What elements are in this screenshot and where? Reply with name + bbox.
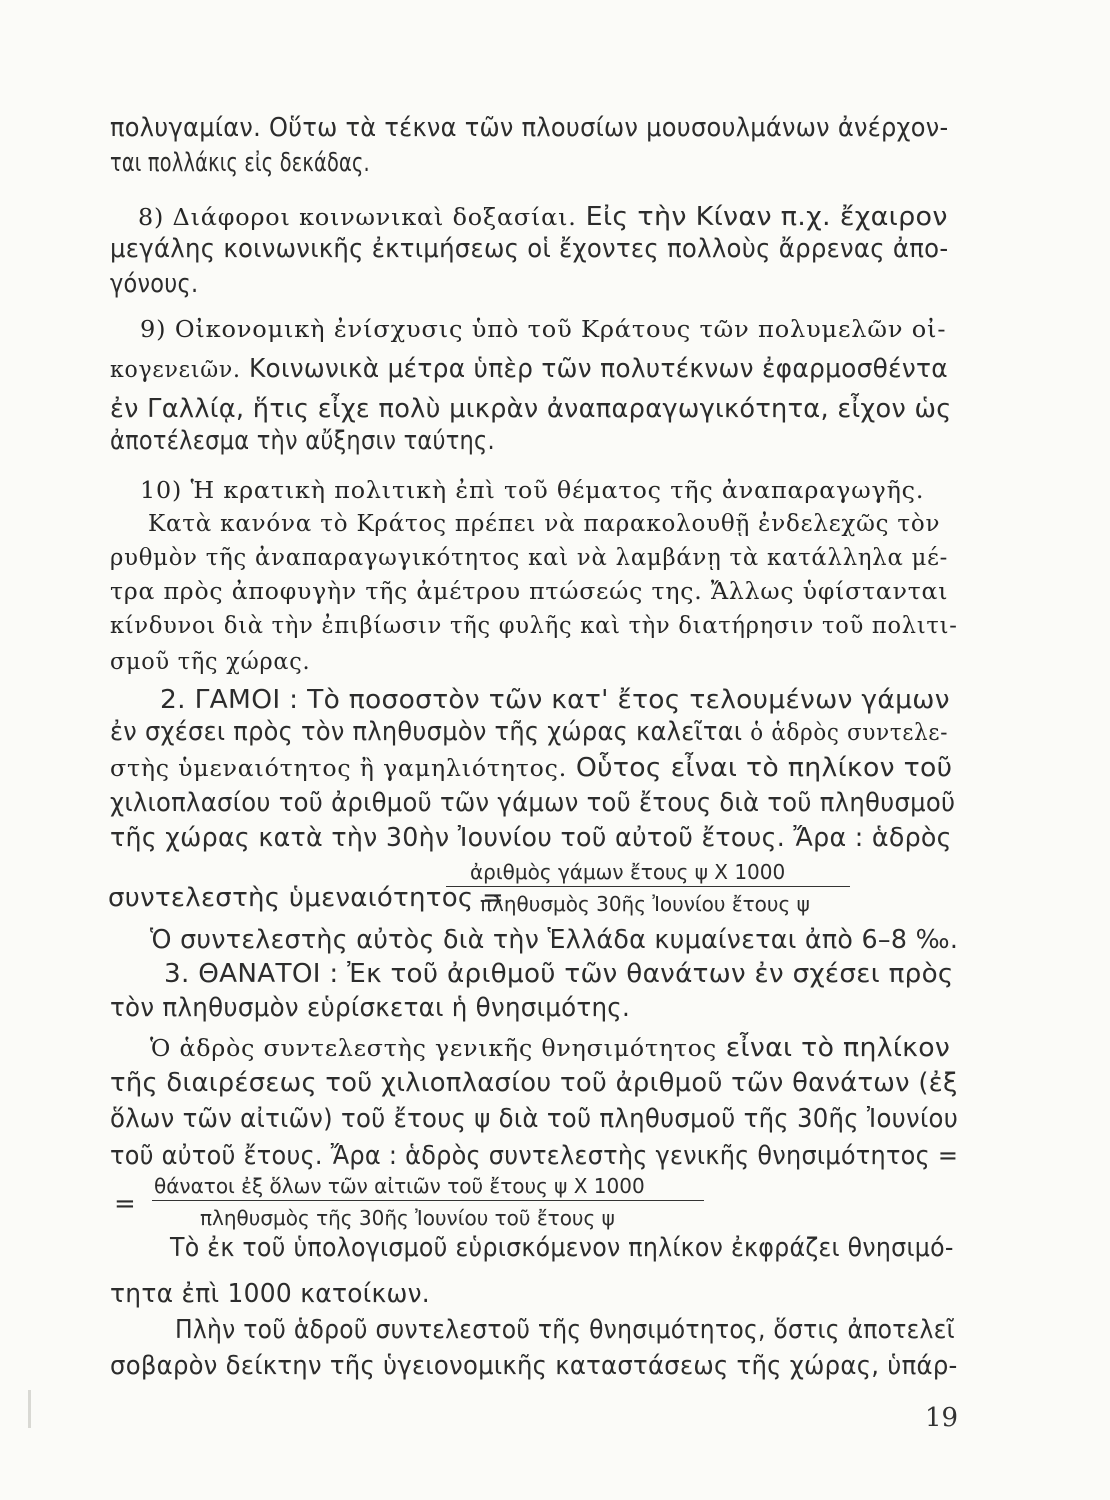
- text-line: [138, 201, 948, 234]
- formula-numerator: θάνατοι ἐξ ὅλων τῶν αἰτιῶν τοῦ ἔτους ψ Χ 1000: [154, 1174, 645, 1198]
- text-line: μεγάλης κοινωνικῆς ἐκτιμήσεως οἱ ἔχοντες πολλοὺς ἄρρενας ἀπο-: [110, 234, 949, 264]
- formula-lhs: =: [114, 1189, 137, 1219]
- fraction-bar: [152, 1200, 704, 1201]
- formula-numerator: ἀριθμὸς γάμων ἔτους ψ Χ 1000: [470, 860, 786, 884]
- line-text: ἐν σχέσει πρὸς τὸν πληθυσμὸν τῆς χώρας καλεῖται: [110, 717, 751, 747]
- emphasis-text: κογενειῶν.: [110, 357, 241, 383]
- text-line: Ὁ συντελεστὴς αὐτὸς διὰ τὴν Ἑλλάδα κυμαίνεται ἀπὸ 6–8 ‰.: [150, 925, 959, 955]
- emphasis-text: τρα πρὸς ἀποφυγὴν τῆς ἀμέτρου πτώσεώς της. Ἄλλως ὑφίστανται: [110, 579, 949, 605]
- text-line: τῆς διαιρέσεως τοῦ χιλιοπλασίου τοῦ ἀριθμοῦ τῶν θανάτων (ἐξ: [110, 1068, 958, 1098]
- text-line: Τὸ ἐκ τοῦ ὑπολογισμοῦ εὑρισκόμενον πηλίκον ἐκφράζει θνησιμό-: [170, 1233, 954, 1263]
- text-line: τὸν πληθυσμὸν εὑρίσκεται ἡ θνησιμότης.: [110, 993, 631, 1023]
- line-text: Εἰς τὴν Κίναν π.χ. ἔχαιρον: [576, 202, 948, 232]
- text-line: [140, 474, 924, 507]
- emphasis-text: κίνδυνοι διὰ τὴν ἐπιβίωσιν τῆς φυλῆς καὶ τὴν διατήρησιν τοῦ πολιτι-: [110, 613, 958, 639]
- text-line: 3. ΘΑΝΑΤΟΙ : Ἐκ τοῦ ἀριθμοῦ τῶν θανάτων ἐν σχέσει πρὸς: [164, 959, 954, 989]
- text-line: ἀποτέλεσμα τὴν αὔξησιν ταύτης.: [110, 426, 495, 456]
- emphasis-text: 9) Οἰκονομικὴ ἐνίσχυσις ὑπὸ τοῦ Κράτους τῶν πολυμελῶν οἰ-: [140, 317, 947, 343]
- text-line: [110, 645, 310, 678]
- text-line: [140, 313, 946, 346]
- emphasis-text: σμοῦ τῆς χώρας.: [110, 649, 311, 675]
- text-line: τῆς χώρας κατὰ τὴν 30ὴν Ἰουνίου τοῦ αὐτοῦ ἔτους. Ἄρα : ἁδρὸς: [110, 823, 952, 853]
- emphasis-text: Κατὰ κανόνα τὸ Κράτος πρέπει νὰ παρακολουθῇ ἐνδελεχῶς τὸν: [148, 511, 941, 537]
- text-line: ὅλων τῶν αἰτιῶν) τοῦ ἔτους ψ διὰ τοῦ πληθυσμοῦ τῆς 30ῆς Ἰουνίου: [110, 1104, 959, 1134]
- text-line: ἐν Γαλλίᾳ, ἥτις εἶχε πολὺ μικρὰν ἀναπαραγωγικότητα, εἶχον ὡς: [110, 394, 952, 424]
- fraction-bar: [446, 886, 850, 887]
- scan-edge-mark: [28, 1390, 31, 1428]
- text-line: πολυγαμίαν. Οὕτω τὰ τέκνα τῶν πλουσίων μουσουλμάνων ἀνέρχον-: [110, 113, 949, 143]
- page-number: 19: [925, 1403, 959, 1433]
- text-line: [110, 353, 948, 386]
- emphasis-text: στὴς ὑμεναιότητος ἢ γαμηλιότητος.: [110, 756, 568, 782]
- text-line: τοῦ αὐτοῦ ἔτους. Ἄρα : ἁδρὸς συντελεστὴς γενικῆς θνησιμότητος =: [110, 1141, 959, 1171]
- text-line: [148, 507, 940, 540]
- emphasis-text: ρυθμὸν τῆς ἀναπαραγωγικότητος καὶ νὰ λαμβάνῃ τὰ κατάλληλα μέ-: [110, 545, 949, 571]
- line-text: εἶναι τὸ πηλίκον: [716, 1033, 951, 1063]
- text-line: 2. ΓΑΜΟΙ : Τὸ ποσοστὸν τῶν κατ' ἔτος τελουμένων γάμων: [160, 685, 950, 715]
- emphasis-text: ὁ ἁδρὸς συντελε-: [750, 720, 949, 746]
- text-line: [110, 609, 958, 642]
- formula-denominator: πληθυσμὸς τῆς 30ῆς Ἰουνίου τοῦ ἔτους ψ: [200, 1206, 615, 1230]
- text-line: σοβαρὸν δείκτην τῆς ὑγειονομικῆς καταστάσεως τῆς χώρας, ὑπάρ-: [110, 1351, 958, 1381]
- text-line: [110, 716, 948, 749]
- text-line: [110, 575, 948, 608]
- text-line: [110, 752, 952, 785]
- text-line: [110, 541, 948, 574]
- formula-lhs: συντελεστὴς ὑμεναιότητος =: [108, 883, 505, 913]
- text-line: χιλιοπλασίου τοῦ ἀριθμοῦ τῶν γάμων τοῦ ἔτους διὰ τοῦ πληθυσμοῦ: [110, 788, 956, 818]
- emphasis-text: 8) Διάφοροι κοινωνικαὶ δοξασίαι.: [138, 205, 577, 231]
- text-line: τητα ἐπὶ 1000 κατοίκων.: [110, 1279, 431, 1309]
- text-line: ται πολλάκις εἰς δεκάδας.: [110, 148, 370, 178]
- formula-denominator: πληθυσμὸς 30ῆς Ἰουνίου ἔτους ψ: [480, 892, 810, 916]
- line-text: Κοινωνικὰ μέτρα ὑπὲρ τῶν πολυτέκνων ἐφαρμοσθέντα: [240, 354, 948, 384]
- emphasis-text: 10) Ἡ κρατικὴ πολιτικὴ ἐπὶ τοῦ θέματος τῆς ἀναπαραγωγῆς.: [140, 478, 925, 504]
- line-text: Οὗτος εἶναι τὸ πηλίκον τοῦ: [567, 753, 953, 783]
- text-line: Πλὴν τοῦ ἁδροῦ συντελεστοῦ τῆς θνησιμότητος, ὅστις ἀποτελεῖ: [175, 1315, 955, 1345]
- text-line: γόνους.: [110, 269, 199, 299]
- emphasis-text: Ὁ ἁδρὸς συντελεστὴς γενικῆς θνησιμότητος: [150, 1036, 717, 1062]
- text-line: [150, 1032, 950, 1065]
